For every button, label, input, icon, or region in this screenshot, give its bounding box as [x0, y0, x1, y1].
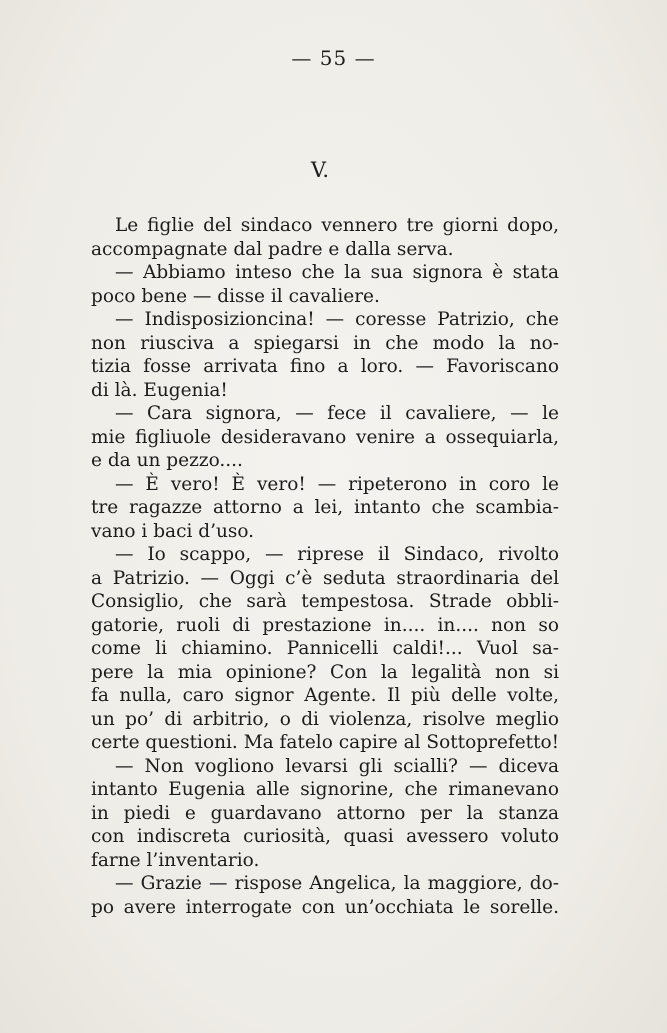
text-line: in piedi e guardavano attorno per la stanza: [91, 802, 559, 824]
body-text: [91, 214, 559, 919]
text-line: gatorie, ruoli di prestazione in.... in.... non so: [91, 614, 559, 636]
text-line: — È vero! È vero! — ripeterono in coro le: [115, 473, 559, 495]
text-line: vano i baci d’uso.: [91, 520, 255, 542]
text-line: — Indisposizioncina! — coresse Patrizio, che: [115, 309, 559, 330]
text-line: un po’ di arbitrio, o di violenza, risolve meglio: [91, 708, 559, 730]
text-line: mie figliuole desideravano venire a ossequiarla,: [91, 426, 559, 448]
text-line: tre ragazze attorno a lei, intanto che scambia-: [91, 497, 559, 518]
text-line: — Non vogliono levarsi gli scialli? — diceva: [115, 755, 559, 777]
text-line: fa nulla, caro signor Agente. Il più delle volte,: [91, 685, 559, 706]
text-line: con indiscreta curiosità, quasi avessero voluto: [91, 826, 559, 847]
text-line: pere la mia opinione? Con la legalità non si: [91, 661, 559, 683]
text-line: — Grazie — rispose Angelica, la maggiore, do-: [115, 873, 559, 894]
text-line: e da un pezzo....: [91, 450, 243, 471]
text-line: — Io scappo, — riprese il Sindaco, rivolto: [115, 544, 559, 565]
text-line: tizia fosse arrivata fino a loro. — Favoriscano: [91, 356, 559, 377]
chapter-heading: V.: [310, 158, 330, 182]
text-line: — Abbiamo inteso che la sua signora è stata: [115, 262, 559, 283]
text-line: poco bene — disse il cavaliere.: [91, 285, 380, 307]
text-line: di là. Eugenia!: [91, 379, 228, 401]
text-line: a Patrizio. — Oggi c’è seduta straordinaria del: [91, 567, 559, 589]
text-line: Consiglio, che sarà tempestosa. Strade obbli-: [91, 591, 559, 612]
text-line: certe questioni. Ma fatelo capire al Sottoprefetto!: [91, 732, 560, 753]
text-line: farne l’inventario.: [91, 849, 260, 871]
text-line: po avere interrogate con un’occhiata le sorelle.: [91, 896, 559, 918]
text-line: Le figlie del sindaco vennero tre giorni dopo,: [115, 215, 559, 236]
page-number: — 55 —: [291, 46, 376, 70]
text-line: — Cara signora, — fece il cavaliere, — le: [115, 403, 559, 424]
text-line: come li chiamino. Pannicelli caldi!... Vuol sa-: [91, 638, 559, 659]
text-line: accompagnate dal padre e dalla serva.: [91, 238, 454, 260]
text-line: intanto Eugenia alle signorine, che rimanevano: [91, 779, 559, 800]
text-line: non riusciva a spiegarsi in che modo la no-: [91, 332, 559, 354]
